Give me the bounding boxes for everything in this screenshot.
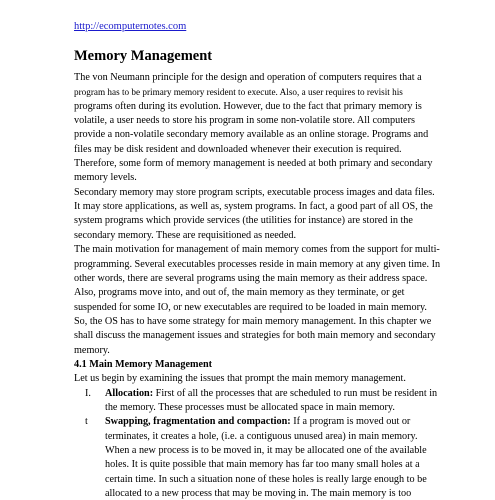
text-line: files may be disk resident and downloaded whenever their execution is required. bbox=[74, 143, 402, 155]
list-item-term: Allocation: bbox=[105, 387, 154, 399]
text-line: memory. bbox=[74, 344, 110, 356]
list-item-line: allocated to a new process that may be moving in. The main memory is too bbox=[105, 488, 412, 499]
text-line: It may store applications, as well as, system programs. In fact, a good part of all OS, the bbox=[74, 201, 433, 213]
text-line: memory levels. bbox=[74, 172, 137, 184]
text-line: program has to be primary memory resident to execute. Also, a user requires to revisit his bbox=[74, 87, 403, 98]
text-line: So, the OS has to have some strategy for main memory management. In this chapter we bbox=[74, 315, 432, 327]
text-line: Therefore, some form of memory management is needed at both primary and secondary bbox=[74, 158, 433, 170]
list-item-line: certain time. In such a situation none of these holes is really large enough to be bbox=[105, 473, 427, 485]
text-line: programming. Several executables processes reside in main memory at any given time. In bbox=[74, 258, 441, 270]
text-line: programs often during its evolution. However, due to the fact that primary memory is bbox=[74, 100, 422, 112]
text-line: The von Neumann principle for the design and operation of computers requires that a bbox=[74, 72, 422, 83]
text-line: secondary memory. These are requisitioned as needed. bbox=[74, 229, 297, 241]
list-item-line: When a new process is to be moved in, it may be allocated one of the available bbox=[105, 445, 427, 456]
list-item-text: First of all the processes that are scheduled to run must be resident in bbox=[153, 387, 438, 399]
text-line: system programs which provide services (the utilities for instance) are stored in the bbox=[74, 215, 413, 227]
list-item-term: Swapping, fragmentation and compaction: bbox=[105, 416, 291, 428]
text-line: provide a non-volatile secondary memory available as an online storage. Programs and bbox=[74, 129, 429, 141]
text-line: Also, programs move into, and out of, the main memory as they terminate, or get bbox=[74, 287, 405, 299]
page-title: Memory Management bbox=[74, 48, 213, 64]
list-marker: I. bbox=[85, 387, 91, 399]
list-item-first-line bbox=[105, 416, 410, 428]
list-item-line: terminates, it creates a hole, (i.e. a contiguous unused area) in main memory. bbox=[105, 430, 418, 442]
header-link[interactable]: http://ecomputernotes.com bbox=[74, 21, 187, 32]
text-line: The main motivation for management of main memory comes from the support for multi- bbox=[74, 244, 440, 256]
section-heading: 4.1 Main Memory Management bbox=[74, 358, 213, 370]
text-line: shall discuss the management issues and strategies for both main memory and secondary bbox=[74, 330, 436, 342]
section-intro: Let us begin by examining the issues that prompt the main memory management. bbox=[74, 373, 406, 385]
text-line: other words, there are several programs using the main memory as their address space. bbox=[74, 272, 428, 284]
list-item-first-line bbox=[105, 388, 437, 400]
list-marker: t bbox=[85, 416, 88, 428]
text-line: volatile, a user needs to store his program in some non-volatile store. All computers bbox=[74, 115, 415, 126]
list-item-line: holes. It is quite possible that main memory has far too many small holes at a bbox=[105, 459, 420, 471]
text-line: Secondary memory may store program scripts, executable process images and data files. bbox=[74, 186, 435, 198]
list-item-line: the memory. These processes must be allocated space in main memory. bbox=[105, 401, 395, 413]
text-line: suspended for some IO, or new executables are required to be loaded in main memory. bbox=[74, 301, 427, 313]
document-page bbox=[74, 0, 494, 499]
list-item-text: If a program is moved out or bbox=[290, 416, 411, 428]
